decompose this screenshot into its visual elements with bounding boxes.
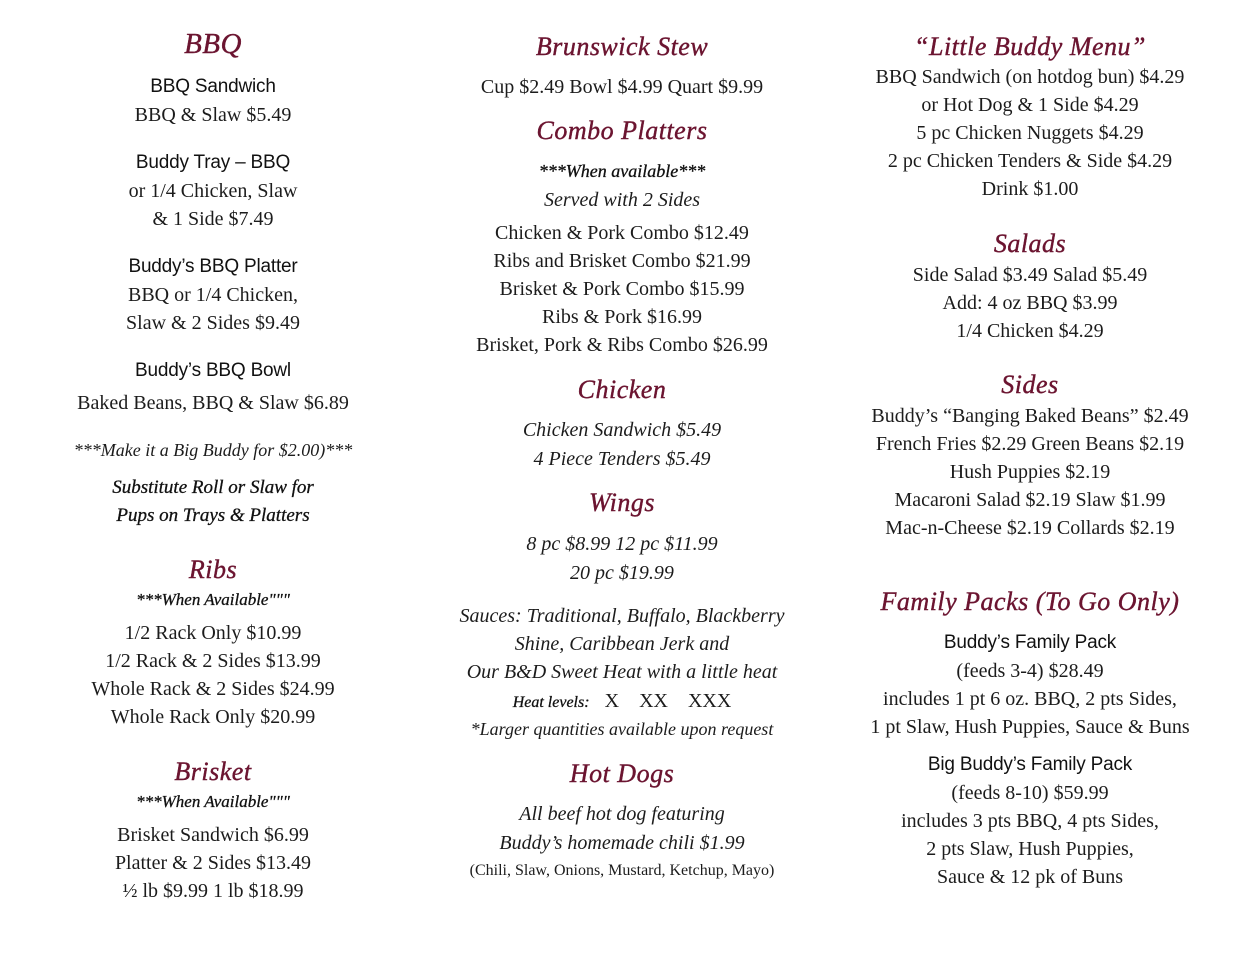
bbq-sandwich-price: BBQ & Slaw $5.49 bbox=[134, 104, 292, 126]
little-buddy-item: 2 pc Chicken Tenders & Side $4.29 bbox=[887, 150, 1173, 172]
little-buddy-item: or Hot Dog & 1 Side $4.29 bbox=[921, 94, 1139, 116]
big-family-pack-name: Big Buddy’s Family Pack bbox=[927, 754, 1133, 775]
bbq-sandwich-name: BBQ Sandwich bbox=[150, 76, 276, 97]
combo-item: Brisket & Pork Combo $15.99 bbox=[499, 278, 745, 300]
family-pack-line: 1 pt Slaw, Hush Puppies, Sauce & Buns bbox=[870, 716, 1190, 738]
sides-heading: Sides bbox=[1001, 370, 1059, 399]
larger-quantities-note: *Larger quantities available upon request bbox=[470, 719, 774, 739]
chicken-item: 4 Piece Tenders $5.49 bbox=[533, 448, 711, 470]
combo-item: Ribs & Pork $16.99 bbox=[541, 306, 703, 328]
buddy-tray-name: Buddy Tray – BBQ bbox=[135, 152, 291, 173]
family-pack-line: includes 1 pt 6 oz. BBQ, 2 pts Sides, bbox=[883, 688, 1177, 710]
big-family-pack-line: 2 pts Slaw, Hush Puppies, bbox=[926, 838, 1134, 860]
hot-dog-line: All beef hot dog featuring bbox=[519, 803, 725, 825]
big-family-pack-line: Sauce & 12 pk of Buns bbox=[936, 866, 1124, 888]
combo-platters-heading: Combo Platters bbox=[536, 116, 708, 145]
heat-levels-values: X XX XXX bbox=[604, 690, 732, 712]
ribs-heading: Ribs bbox=[188, 555, 238, 584]
hot-dogs-heading: Hot Dogs bbox=[569, 759, 675, 788]
brisket-item: Platter & 2 Sides $13.49 bbox=[114, 852, 312, 874]
sauces-line: Our B&D Sweet Heat with a little heat bbox=[466, 661, 778, 683]
brunswick-stew-prices: Cup $2.49 Bowl $4.99 Quart $9.99 bbox=[480, 76, 764, 98]
hot-dog-toppings: (Chili, Slaw, Onions, Mustard, Ketchup, Mayo) bbox=[469, 862, 775, 879]
sides-item: Macaroni Salad $2.19 Slaw $1.99 bbox=[894, 489, 1166, 511]
combo-availability: ***When available*** bbox=[538, 161, 706, 181]
combo-served-note: Served with 2 Sides bbox=[543, 189, 701, 211]
salads-item: Add: 4 oz BBQ $3.99 bbox=[942, 292, 1118, 314]
ribs-item: Whole Rack Only $20.99 bbox=[110, 706, 316, 728]
big-family-pack-line: includes 3 pts BBQ, 4 pts Sides, bbox=[901, 810, 1159, 832]
bbq-bowl-name: Buddy’s BBQ Bowl bbox=[135, 360, 291, 381]
little-buddy-item: 5 pc Chicken Nuggets $4.29 bbox=[916, 122, 1144, 144]
salads-item: Side Salad $3.49 Salad $5.49 bbox=[912, 264, 1148, 286]
wings-item: 20 pc $19.99 bbox=[570, 562, 674, 584]
brisket-heading: Brisket bbox=[174, 757, 252, 786]
sauces-line: Shine, Caribbean Jerk and bbox=[514, 633, 730, 655]
bbq-platter-line: BBQ or 1/4 Chicken, bbox=[128, 284, 298, 306]
buddy-tray-line: or 1/4 Chicken, Slaw bbox=[128, 180, 298, 202]
bbq-platter-line: Slaw & 2 Sides $9.49 bbox=[126, 312, 300, 334]
hot-dog-line: Buddy’s homemade chili $1.99 bbox=[499, 832, 745, 854]
family-pack-line: (feeds 3-4) $28.49 bbox=[956, 660, 1104, 682]
buddy-tray-line: & 1 Side $7.49 bbox=[152, 208, 274, 230]
brisket-item: Brisket Sandwich $6.99 bbox=[117, 824, 309, 846]
family-packs-heading: Family Packs (To Go Only) bbox=[880, 587, 1180, 616]
ribs-item: Whole Rack & 2 Sides $24.99 bbox=[91, 678, 335, 700]
sauces-line: Sauces: Traditional, Buffalo, Blackberry bbox=[459, 605, 785, 627]
brisket-availability: ***When Available""" bbox=[136, 792, 290, 811]
sides-item: Buddy’s “Banging Baked Beans” $2.49 bbox=[871, 405, 1189, 427]
chicken-heading: Chicken bbox=[577, 375, 667, 404]
substitute-note: Pups on Trays & Platters bbox=[116, 505, 310, 526]
combo-item: Ribs and Brisket Combo $21.99 bbox=[493, 250, 751, 272]
bbq-heading: BBQ bbox=[184, 28, 242, 60]
little-buddy-item: BBQ Sandwich (on hotdog bun) $4.29 bbox=[875, 66, 1185, 88]
salads-heading: Salads bbox=[993, 229, 1067, 258]
heat-levels-label: Heat levels: bbox=[512, 694, 590, 711]
little-buddy-item: Drink $1.00 bbox=[981, 178, 1079, 200]
brunswick-stew-heading: Brunswick Stew bbox=[535, 32, 709, 61]
big-buddy-note: ***Make it a Big Buddy for $2.00)*** bbox=[73, 440, 353, 460]
bbq-platter-name: Buddy’s BBQ Platter bbox=[128, 256, 298, 277]
salads-item: 1/4 Chicken $4.29 bbox=[956, 320, 1104, 342]
combo-item: Chicken & Pork Combo $12.49 bbox=[495, 222, 749, 244]
sides-item: French Fries $2.29 Green Beans $2.19 bbox=[875, 433, 1185, 455]
little-buddy-heading: “Little Buddy Menu” bbox=[914, 32, 1146, 61]
family-pack-name: Buddy’s Family Pack bbox=[943, 632, 1117, 653]
ribs-item: 1/2 Rack & 2 Sides $13.99 bbox=[105, 650, 321, 672]
substitute-note: Substitute Roll or Slaw for bbox=[112, 477, 314, 498]
sides-item: Hush Puppies $2.19 bbox=[949, 461, 1111, 483]
chicken-item: Chicken Sandwich $5.49 bbox=[522, 419, 722, 441]
big-family-pack-line: (feeds 8-10) $59.99 bbox=[951, 782, 1109, 804]
heat-levels-row bbox=[432, 690, 812, 713]
wings-heading: Wings bbox=[588, 488, 656, 517]
ribs-availability: ***When Available""" bbox=[136, 590, 290, 609]
wings-item: 8 pc $8.99 12 pc $11.99 bbox=[526, 533, 718, 555]
bbq-bowl-line: Baked Beans, BBQ & Slaw $6.89 bbox=[77, 392, 349, 414]
combo-item: Brisket, Pork & Ribs Combo $26.99 bbox=[476, 334, 768, 356]
brisket-item: ½ lb $9.99 1 lb $18.99 bbox=[122, 880, 304, 902]
ribs-item: 1/2 Rack Only $10.99 bbox=[124, 622, 302, 644]
sides-item: Mac-n-Cheese $2.19 Collards $2.19 bbox=[885, 517, 1175, 539]
